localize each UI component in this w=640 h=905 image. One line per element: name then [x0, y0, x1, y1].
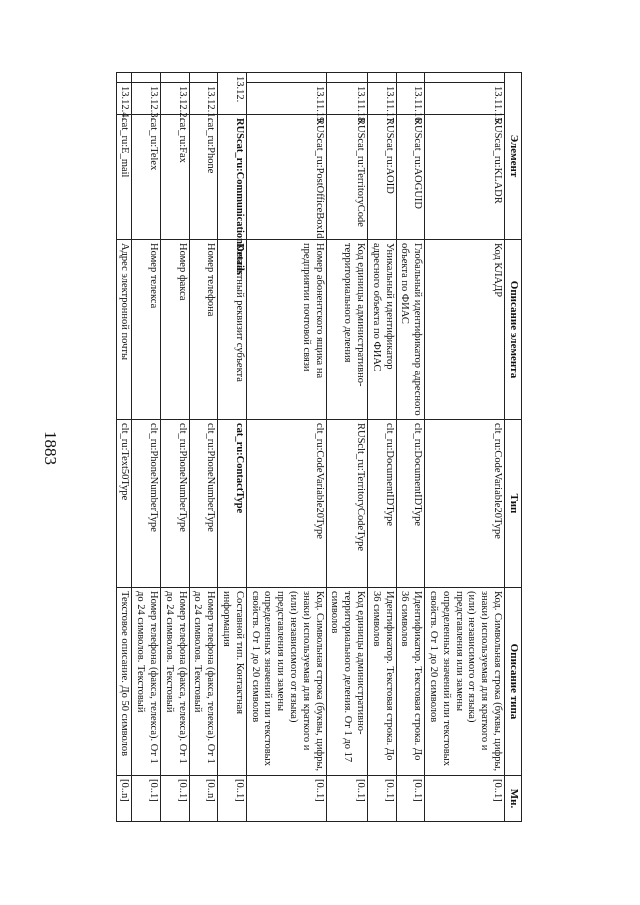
- table-row: [161, 73, 190, 822]
- type-name: clt_ru:Text50Type: [116, 420, 132, 588]
- multiplicity: [0..1]: [396, 776, 425, 822]
- type-description: Идентификатор. Текстовая строка. До 36 символов: [396, 588, 425, 776]
- multiplicity: [0..n]: [116, 776, 132, 822]
- table-row: [116, 73, 132, 822]
- element-name: RUScat_ru:KLADR: [425, 115, 505, 240]
- element-name: RUScat_ru:TerritoryCode: [326, 115, 367, 240]
- table-row: [246, 73, 326, 822]
- multiplicity: [0..1]: [326, 776, 367, 822]
- type-name: clt_ru:CodeVariable20Type: [246, 420, 326, 588]
- table-row: [132, 73, 161, 822]
- row-number: 13.12.: [218, 73, 247, 115]
- element-description: Контактный реквизит субъекта: [218, 240, 247, 420]
- table-row: [189, 73, 218, 822]
- element-description: Адрес электронной почты: [116, 240, 132, 420]
- element-description: Номер телефона: [189, 240, 218, 420]
- type-name: clt_ru:CodeVariable20Type: [425, 420, 505, 588]
- indent-cell: [326, 73, 367, 83]
- table-row: [326, 73, 367, 822]
- indent-cell: [246, 73, 326, 83]
- type-name: clt_ru:PhoneNumberType: [189, 420, 218, 588]
- type-description: Номер телефона (факса, телекса). От 1 до 24 символов. Текстовый: [161, 588, 190, 776]
- type-description: Номер телефона (факса, телекса). От 1 до 24 символов. Текстовый: [189, 588, 218, 776]
- element-description: Уникальный идентификатор адресного объекта по ФИАС: [368, 240, 397, 420]
- row-number: 13.12.3.: [132, 83, 161, 115]
- indent-cell: [116, 73, 132, 83]
- indent-cell: [425, 73, 505, 83]
- table-row: [218, 73, 247, 822]
- element-name: cat_ru:E_mail: [116, 115, 132, 240]
- type-description: Номер телефона (факса, телекса). От 1 до 24 символов. Текстовый: [132, 588, 161, 776]
- row-number: 13.12.4.: [116, 83, 132, 115]
- type-name: cat_ru:ContactType: [218, 420, 247, 588]
- row-number: 13.12.1.: [189, 83, 218, 115]
- row-number: 13.11.17.: [368, 83, 397, 115]
- element-description: Номер абонентского ящика на предприятии почтовой связи: [246, 240, 326, 420]
- header-multiplicity: Мн.: [505, 776, 522, 822]
- type-name: RUSclt_ru:TerritoryCodeType: [326, 420, 367, 588]
- row-number: 13.11.18.: [326, 83, 367, 115]
- type-description: Код единицы административно-территориального деления. От 1 до 17 символов: [326, 588, 367, 776]
- indent-cell: [368, 73, 397, 83]
- table-row: [425, 73, 505, 822]
- multiplicity: [0..1]: [246, 776, 326, 822]
- type-name: clt_ru:PhoneNumberType: [161, 420, 190, 588]
- type-description: Текстовое описание. До 50 символов: [116, 588, 132, 776]
- multiplicity: [0..1]: [161, 776, 190, 822]
- row-number: 13.12.2.: [161, 83, 190, 115]
- indent-cell: [161, 73, 190, 83]
- type-description: Код. Символьная строка (буквы, цифры, знаки) используемая для краткого и (или) независимого от языка) представления или замены определенных значений или текстовых свойств. От 1 до 20 символов: [425, 588, 505, 776]
- spec-table: [116, 72, 522, 822]
- multiplicity: [0..1]: [425, 776, 505, 822]
- row-number: 13.11.15.: [425, 83, 505, 115]
- page-number: 1883: [41, 431, 60, 465]
- indent-cell: [132, 73, 161, 83]
- type-description: Код. Символьная строка (буквы, цифры, знаки) используемая для краткого и (или) независимого от языка) представления или замены определенных значений или текстовых свойств. От 1 до 20 символов: [246, 588, 326, 776]
- multiplicity: [0..n]: [189, 776, 218, 822]
- element-description: Глобальный идентификатор адресного объекта по ФИАС: [396, 240, 425, 420]
- table-row: [396, 73, 425, 822]
- element-name: cat_ru:Phone: [189, 115, 218, 240]
- type-description: Идентификатор. Текстовая строка. До 36 символов: [368, 588, 397, 776]
- table-body: [116, 73, 504, 822]
- element-name: cat_ru:Telex: [132, 115, 161, 240]
- type-name: clt_ru:DocumentIDType: [368, 420, 397, 588]
- row-number: 13.11.16.: [396, 83, 425, 115]
- table-row: [368, 73, 397, 822]
- multiplicity: [0..1]: [218, 776, 247, 822]
- row-number: 13.11.19.: [246, 83, 326, 115]
- element-name: RUScat_ru:AOGUID: [396, 115, 425, 240]
- element-description: Код единицы административно-территориального деления: [326, 240, 367, 420]
- header-element-desc: Описание элемента: [505, 240, 522, 420]
- element-name: cat_ru:Fax: [161, 115, 190, 240]
- multiplicity: [0..1]: [132, 776, 161, 822]
- indent-cell: [189, 73, 218, 83]
- table-header-row: [505, 73, 522, 822]
- type-name: clt_ru:PhoneNumberType: [132, 420, 161, 588]
- type-name: clt_ru:DocumentIDType: [396, 420, 425, 588]
- header-type: Тип: [505, 420, 522, 588]
- element-description: Номер телекса: [132, 240, 161, 420]
- header-element: Элемент: [505, 73, 522, 240]
- element-name: RUScat_ru:CommunicationDetails: [218, 115, 247, 240]
- rotated-page: [86, 72, 522, 821]
- element-name: RUScat_ru:PostOfficeBoxId: [246, 115, 326, 240]
- header-type-desc: Описание типа: [505, 588, 522, 776]
- type-description: Составной тип. Контактная информация: [218, 588, 247, 776]
- element-description: Код КЛАДР: [425, 240, 505, 420]
- indent-cell: [396, 73, 425, 83]
- multiplicity: [0..1]: [368, 776, 397, 822]
- element-name: RUScat_ru:AOID: [368, 115, 397, 240]
- element-description: Номер факса: [161, 240, 190, 420]
